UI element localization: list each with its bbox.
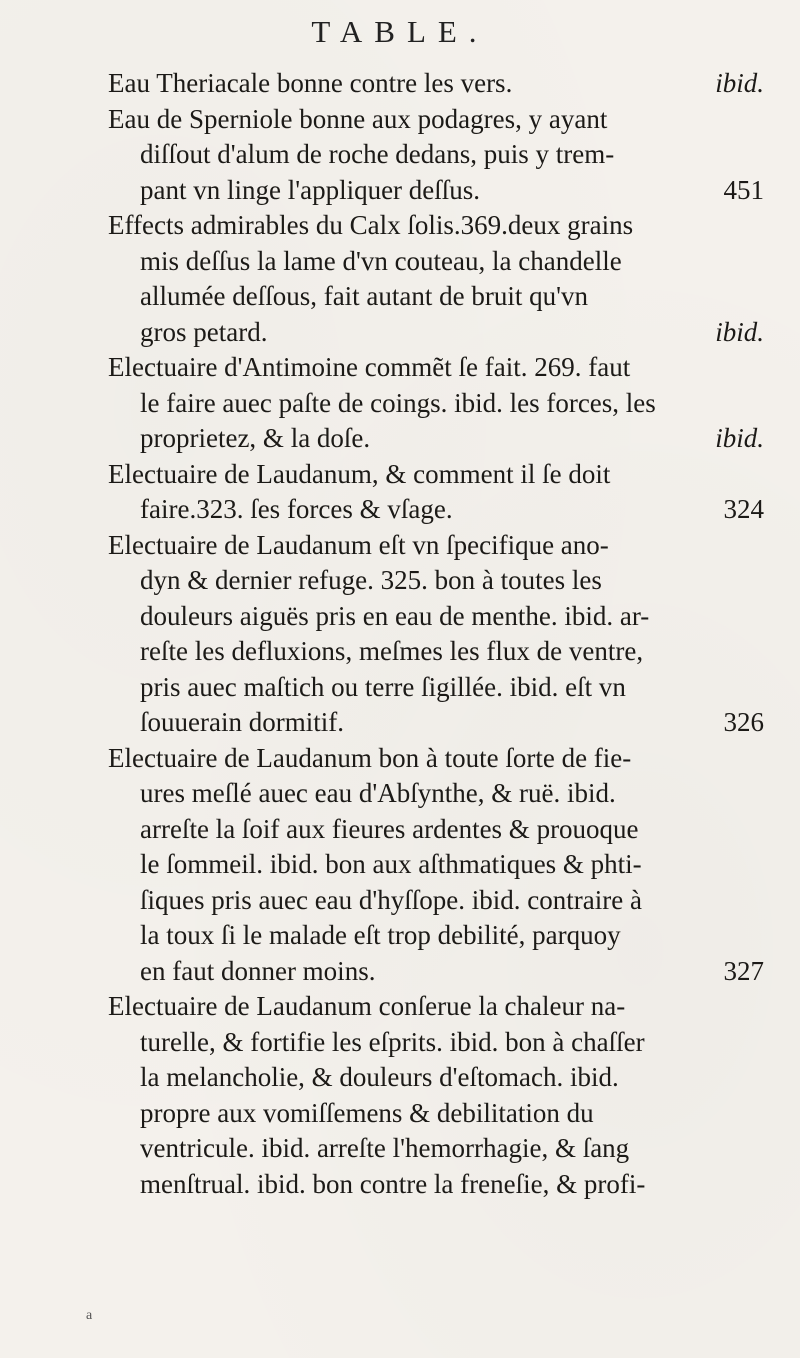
line-text: proprietez, & la doſe.: [140, 423, 371, 453]
index-line: [0, 954, 800, 990]
line-text: dyn & dernier refuge. 325. bon à toutes les: [140, 565, 602, 595]
page-header: TABLE.: [311, 14, 489, 49]
line-text: gros petard.: [140, 316, 268, 347]
line-text: Electuaire de Laudanum bon à toute ſorte de fie-: [108, 742, 632, 773]
index-entries: [0, 66, 800, 1202]
index-line: [0, 173, 800, 209]
index-line: [0, 599, 800, 635]
line-text: Eau Theriacale bonne contre les vers.: [108, 68, 513, 98]
index-line: [0, 1060, 800, 1096]
index-line: [0, 244, 800, 280]
line-text: Electuaire d'Antimoine commẽt ſe fait. 269. faut: [108, 352, 631, 382]
page-reference: 324: [723, 494, 764, 524]
index-line: [0, 350, 800, 386]
line-text: reſte les defluxions, meſmes les flux de ventre,: [140, 636, 644, 666]
index-line: [0, 634, 800, 670]
index-line: [0, 421, 800, 457]
index-line: [0, 705, 800, 741]
line-text: le ſommeil. ibid. bon aux aſthmatiques & phti-: [140, 849, 642, 879]
line-text: Electuaire de Laudanum, & comment il ſe doit: [108, 458, 611, 489]
index-line: [0, 208, 800, 244]
line-text: mis deſſus la lame d'vn couteau, la chandelle: [140, 245, 622, 276]
line-text: Eau de Sperniole bonne aux podagres, y ayant: [108, 103, 608, 134]
index-line: [0, 883, 800, 919]
line-text: douleurs aiguës pris en eau de menthe. ibid. ar-: [140, 600, 650, 631]
index-line: [0, 989, 800, 1025]
index-line: [0, 670, 800, 706]
page-reference: ibid.: [715, 423, 764, 453]
line-text: ſouuerain dormitif.: [140, 707, 344, 737]
index-line: [0, 563, 800, 599]
index-line: [0, 1131, 800, 1167]
index-line: [0, 847, 800, 883]
page-reference: 326: [723, 707, 764, 737]
index-line: [0, 1096, 800, 1132]
index-line: [0, 102, 800, 138]
line-text: faire.323. ſes forces & vſage.: [140, 494, 453, 524]
line-text: diſſout d'alum de roche dedans, puis y trem-: [140, 139, 615, 169]
line-text: allumée deſſous, fait autant de bruit qu'vn: [140, 281, 588, 311]
line-text: Electuaire de Laudanum conſerue la chaleur na-: [108, 991, 626, 1021]
page-reference: 327: [723, 955, 764, 986]
line-text: ventricule. ibid. arreſte l'hemorrhagie, & ſang: [140, 1133, 630, 1163]
index-line: [0, 528, 800, 564]
line-text: ſiques pris auec eau d'hyſſope. ibid. contraire à: [140, 884, 642, 915]
footer-mark: a: [86, 1308, 93, 1323]
page-reference: 451: [723, 174, 764, 205]
index-line: [0, 492, 800, 528]
line-text: menſtrual. ibid. bon contre la freneſie, & profi-: [140, 1168, 646, 1199]
index-line: [0, 137, 800, 173]
index-line: [0, 741, 800, 777]
index-line: [0, 776, 800, 812]
line-text: pris auec maſtich ou terre ſigillée. ibid. eſt vn: [140, 671, 626, 702]
index-line: [0, 386, 800, 422]
line-text: pant vn linge l'appliquer deſſus.: [140, 174, 481, 205]
line-text: Effects admirables du Calx ſolis.369.deux grains: [108, 210, 634, 240]
line-text: en faut donner moins.: [140, 955, 376, 986]
line-text: le faire auec paſte de coings. ibid. les forces, les: [140, 387, 656, 418]
line-text: ures meſlé auec eau d'Abſynthe, & ruë. ibid.: [140, 778, 616, 808]
line-text: Electuaire de Laudanum eſt vn ſpecifique ano-: [108, 529, 609, 560]
line-text: la toux ſi le malade eſt trop debilité, parquoy: [140, 920, 621, 950]
index-line: [0, 918, 800, 954]
line-text: arreſte la ſoif aux fieures ardentes & prouoque: [140, 813, 639, 844]
line-text: la melancholie, & douleurs d'eſtomach. ibid.: [140, 1062, 619, 1092]
index-line: [0, 315, 800, 351]
index-line: [0, 457, 800, 493]
index-line: [0, 1167, 800, 1203]
line-text: propre aux vomiſſemens & debilitation du: [140, 1097, 594, 1128]
index-line: [0, 1025, 800, 1061]
index-line: [0, 66, 800, 102]
index-line: [0, 279, 800, 315]
page-reference: ibid.: [715, 68, 764, 98]
line-text: turelle, & fortifie les eſprits. ibid. bon à chaſſer: [140, 1026, 645, 1057]
index-line: [0, 812, 800, 848]
page-reference: ibid.: [715, 316, 764, 347]
